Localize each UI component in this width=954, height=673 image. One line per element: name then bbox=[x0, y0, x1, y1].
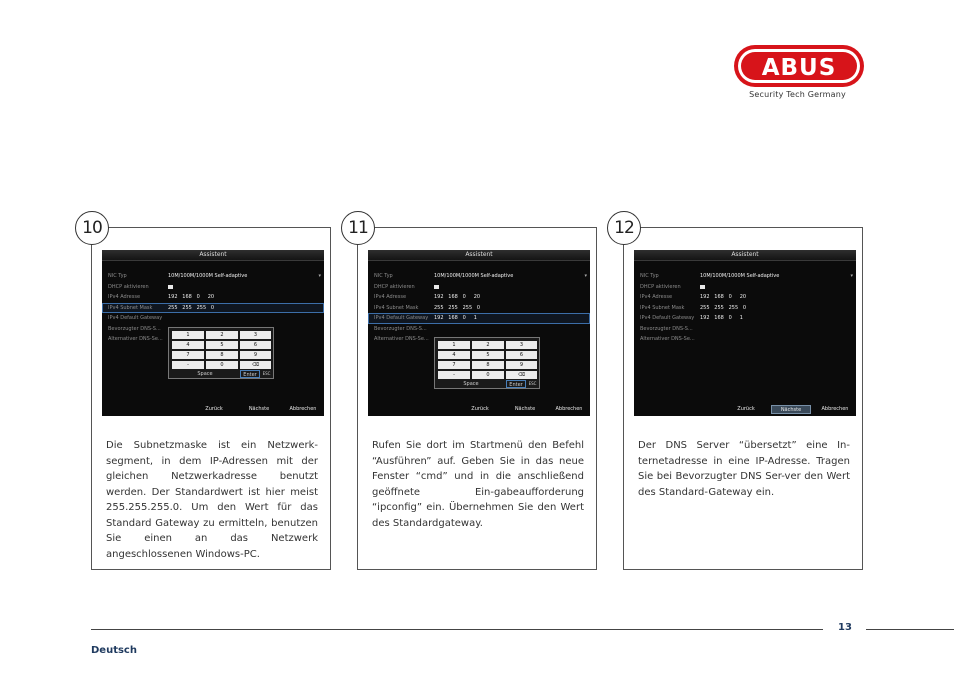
settings-row bbox=[634, 334, 856, 345]
row-label: Bevorzugter DNS-S... bbox=[374, 325, 427, 332]
keypad-key: 8 bbox=[206, 351, 238, 359]
enter-key: Enter bbox=[240, 370, 260, 378]
row-label: IPv4 Adresse bbox=[108, 294, 141, 300]
step-card-10 bbox=[82, 218, 331, 570]
dialog-button-bar bbox=[368, 402, 590, 416]
dvr-assistant-screenshot bbox=[368, 250, 590, 416]
dialog-title: Assistent bbox=[102, 250, 324, 261]
step-description: Der DNS Server “übersetzt” eine In-ternetadresse in eine IP-Adresse. Tragen Sie bei Bevorzugter DNS Ser-ver den Wert des Standard-Gateway ein. bbox=[638, 440, 850, 498]
enter-key: Enter bbox=[506, 380, 526, 388]
row-value: 192 168 0 1 bbox=[434, 315, 477, 321]
settings-row bbox=[634, 292, 856, 303]
checkbox bbox=[434, 285, 439, 289]
row-label: Bevorzugter DNS-S... bbox=[640, 325, 693, 332]
row-label: DHCP aktivieren bbox=[374, 283, 415, 290]
logo-tagline: Security Tech Germany bbox=[749, 90, 846, 99]
settings-row bbox=[102, 313, 324, 324]
page-number: 13 bbox=[838, 622, 852, 633]
row-label: Alternativer DNS-Se... bbox=[108, 336, 163, 342]
keypad-key: 1 bbox=[172, 331, 204, 339]
settings-row bbox=[634, 271, 856, 282]
keypad-key: 8 bbox=[472, 361, 504, 369]
cancel-button: Abbrechen bbox=[289, 406, 317, 412]
keypad-key: 4 bbox=[438, 351, 470, 359]
row-label: IPv4 Default Gateway bbox=[640, 315, 695, 321]
keypad-key: 4 bbox=[172, 341, 204, 349]
keypad-key: 7 bbox=[172, 351, 204, 359]
settings-row bbox=[634, 282, 856, 293]
next-button: Nächste bbox=[248, 406, 270, 412]
dvr-assistant-screenshot bbox=[634, 250, 856, 416]
cancel-button: Abbrechen bbox=[821, 406, 849, 412]
keypad-key: 9 bbox=[506, 361, 537, 369]
row-label: NIC Typ bbox=[640, 273, 659, 279]
row-label: DHCP aktivieren bbox=[640, 283, 681, 290]
settings-row-selected bbox=[368, 313, 590, 324]
keypad-key: 9 bbox=[240, 351, 271, 359]
esc-key: ESC bbox=[528, 381, 537, 386]
step-number-badge: 10 bbox=[75, 211, 109, 245]
row-value: 255 255 255 0 bbox=[434, 304, 481, 311]
row-label: Alternativer DNS-Se... bbox=[640, 336, 695, 342]
step-card-12 bbox=[614, 218, 863, 570]
esc-key: ESC bbox=[262, 371, 271, 376]
row-value: 10M/100M/1000M Self-adaptive bbox=[700, 273, 780, 279]
dialog-title: Assistent bbox=[368, 250, 590, 261]
row-value: 192 168 0 1 bbox=[700, 315, 743, 321]
keypad-key: 3 bbox=[506, 341, 537, 349]
row-label: DHCP aktivieren bbox=[108, 283, 149, 290]
row-label: IPv4 Subnet Mask bbox=[108, 304, 153, 311]
dvr-assistant-screenshot bbox=[102, 250, 324, 416]
settings-row bbox=[368, 292, 590, 303]
backspace-key: ⌫ bbox=[240, 361, 271, 369]
row-label: IPv4 Default Gateway bbox=[108, 315, 163, 321]
step-description: Die Subnetzmaske ist ein Netzwerk-segment, in dem IP-Adressen mit der gleichen Netzwerkadresse benutzt werden. Der Standardwert ist hier meist 255.255.255.0. Um den Wert für das Standard Gateway zu ermitteln, benutzen Sie einen an das Netzwerk angeschlossenen Windows-PC. bbox=[106, 440, 318, 560]
numeric-keypad bbox=[434, 337, 540, 389]
abus-logo bbox=[733, 44, 865, 88]
row-value: 192 168 0 20 bbox=[700, 294, 747, 300]
footer-rule-left bbox=[91, 629, 823, 630]
row-label: IPv4 Subnet Mask bbox=[640, 304, 685, 311]
settings-row bbox=[368, 282, 590, 293]
step-number-badge: 12 bbox=[607, 211, 641, 245]
step-number-badge: 11 bbox=[341, 211, 375, 245]
settings-row-selected bbox=[102, 303, 324, 314]
space-key: Space bbox=[172, 370, 238, 378]
settings-row bbox=[634, 313, 856, 324]
footer-rule-right bbox=[866, 629, 954, 630]
row-value: 192 168 0 20 bbox=[168, 294, 215, 300]
back-button: Zurück bbox=[205, 406, 223, 412]
row-value: 10M/100M/1000M Self-adaptive bbox=[168, 273, 248, 279]
back-button: Zurück bbox=[471, 406, 489, 412]
step-description: Rufen Sie dort im Startmenü den Befehl “Ausführen” auf. Geben Sie in das neue Fenster “cmd” und in die anschließend geöffnete Ein-gabeaufforderung “ipconfig” ein. Übernehmen Sie den Wert des Standardgateway. bbox=[372, 440, 584, 529]
checkbox bbox=[700, 285, 705, 289]
keypad-key: 2 bbox=[472, 341, 504, 349]
back-button: Zurück bbox=[737, 406, 755, 412]
settings-row bbox=[102, 292, 324, 303]
settings-row bbox=[368, 271, 590, 282]
dialog-button-bar bbox=[634, 402, 856, 416]
next-button-highlighted: Nächste bbox=[771, 405, 811, 414]
next-button: Nächste bbox=[514, 406, 536, 412]
cancel-button: Abbrechen bbox=[555, 406, 583, 412]
settings-row bbox=[102, 271, 324, 282]
keypad-key: 0 bbox=[472, 371, 504, 379]
settings-row bbox=[634, 303, 856, 314]
settings-row bbox=[368, 303, 590, 314]
numeric-keypad bbox=[168, 327, 274, 379]
row-value: 255 255 255 0 bbox=[700, 304, 747, 311]
settings-row bbox=[634, 324, 856, 335]
keypad-key: 1 bbox=[438, 341, 470, 349]
row-value: 192 168 0 20 bbox=[434, 294, 481, 300]
row-label: IPv4 Subnet Mask bbox=[374, 304, 419, 311]
step-card-11 bbox=[348, 218, 597, 570]
keypad-key: 6 bbox=[240, 341, 271, 349]
keypad-key: 2 bbox=[206, 331, 238, 339]
keypad-key: 6 bbox=[506, 351, 537, 359]
keypad-key: - bbox=[172, 361, 204, 369]
backspace-key: ⌫ bbox=[506, 371, 537, 379]
row-label: IPv4 Default Gateway bbox=[374, 315, 429, 321]
settings-row bbox=[368, 324, 590, 335]
keypad-key: 5 bbox=[206, 341, 238, 349]
dialog-title: Assistent bbox=[634, 250, 856, 261]
row-label: IPv4 Adresse bbox=[640, 294, 673, 300]
chevron-down-icon: ▾ bbox=[318, 273, 321, 279]
row-value: 255 255 255 0 bbox=[168, 304, 215, 311]
chevron-down-icon: ▾ bbox=[584, 273, 587, 279]
row-label: Bevorzugter DNS-S... bbox=[108, 325, 161, 332]
row-label: IPv4 Adresse bbox=[374, 294, 407, 300]
keypad-key: 0 bbox=[206, 361, 238, 369]
keypad-key: 7 bbox=[438, 361, 470, 369]
row-label: NIC Typ bbox=[374, 273, 393, 279]
row-label: NIC Typ bbox=[108, 273, 127, 279]
logo-text: ABUS bbox=[761, 55, 837, 81]
dialog-button-bar bbox=[102, 402, 324, 416]
row-value: 10M/100M/1000M Self-adaptive bbox=[434, 273, 514, 279]
settings-row bbox=[102, 282, 324, 293]
keypad-key: - bbox=[438, 371, 470, 379]
keypad-key: 3 bbox=[240, 331, 271, 339]
row-label: Alternativer DNS-Se... bbox=[374, 336, 429, 342]
language-label: Deutsch bbox=[91, 645, 137, 656]
chevron-down-icon: ▾ bbox=[850, 273, 853, 279]
checkbox bbox=[168, 285, 173, 289]
keypad-key: 5 bbox=[472, 351, 504, 359]
space-key: Space bbox=[438, 380, 504, 388]
